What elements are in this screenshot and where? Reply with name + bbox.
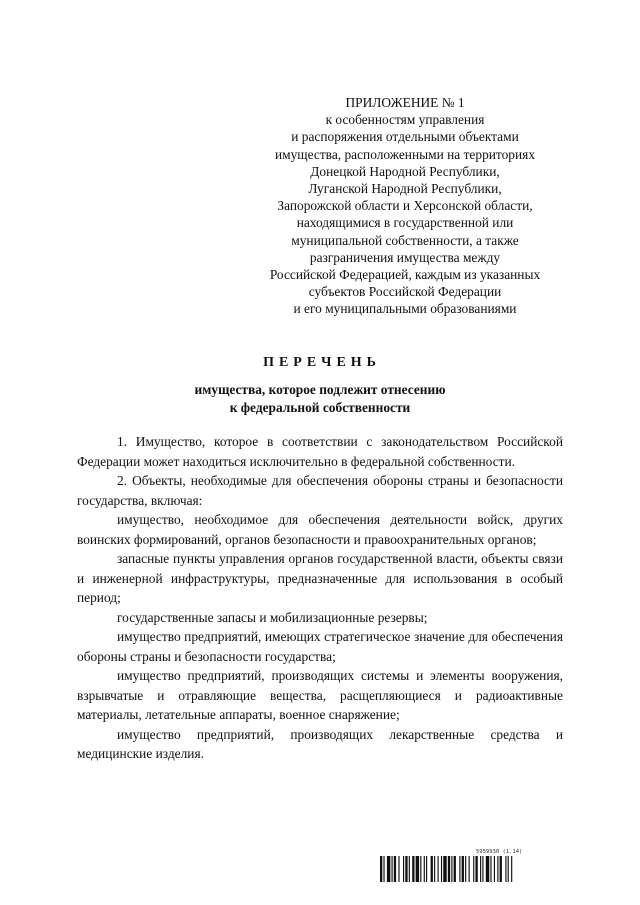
barcode-bar: [394, 856, 396, 882]
appendix-line: имущества, расположенными на территориях: [274, 146, 536, 162]
barcode-bar: [494, 856, 495, 882]
barcode-bar: [441, 856, 442, 882]
subtitle-line: имущества, которое подлежит отнесению: [194, 382, 446, 397]
barcode-bar: [454, 856, 456, 882]
barcode-bar: [482, 856, 483, 882]
barcode-bar: [434, 856, 435, 882]
barcode-bar: [387, 856, 390, 882]
barcode-bar: [486, 856, 489, 882]
appendix-line: к особенностям управления: [325, 112, 485, 128]
barcode-bar: [383, 856, 384, 882]
document-body: [77, 432, 563, 764]
paragraph: имущество предприятий, производящих лекарственные средства и медицинские изделия.: [77, 726, 563, 761]
barcode-label: 5959930 (1.14): [476, 849, 523, 855]
appendix-line: Луганской Народной Республики,: [308, 181, 502, 197]
barcode-bar: [420, 856, 421, 882]
barcode-bar: [438, 856, 439, 882]
barcode-bar: [500, 856, 502, 882]
barcode-block: [380, 848, 570, 882]
barcode-bar: [424, 856, 425, 882]
paragraph: государственные запасы и мобилизационные резервы;: [117, 609, 428, 625]
appendix-line: ПРИЛОЖЕНИЕ № 1: [345, 95, 465, 110]
barcode-bar: [403, 856, 404, 882]
paragraph: имущество предприятий, имеющих стратегическое значение для обеспечения обороны страны и безопасности государства;: [77, 629, 563, 664]
document-title: ПЕРЕЧЕНЬ: [263, 355, 381, 370]
barcode-bar: [398, 856, 399, 882]
barcode-bar: [426, 856, 427, 882]
barcode-bar: [409, 856, 410, 882]
barcode-bar: [497, 856, 498, 882]
barcode-bar: [511, 856, 512, 882]
barcode-bar: [465, 856, 466, 882]
subtitle-line: к федеральной собственности: [229, 400, 411, 415]
barcode-bar: [505, 856, 506, 882]
barcode-bar: [412, 856, 414, 882]
paragraph: 2. Объекты, необходимые для обеспечения обороны страны и безопасности государства, включая:: [77, 473, 563, 508]
appendix-header: [230, 94, 580, 318]
barcode-icon: [380, 856, 570, 882]
barcode-bar: [490, 856, 491, 882]
barcode-bar: [380, 856, 382, 882]
barcode-bar: [431, 856, 433, 882]
barcode-bar: [416, 856, 419, 882]
barcode-bar: [475, 856, 477, 882]
paragraph: имущество предприятий, производящих системы и элементы вооружения, взрывчатые и отравляющие вещества, расщепляющиеся и радиоактивные материалы, летательные аппараты, военное снаряжение;: [77, 668, 563, 722]
barcode-bar: [448, 856, 450, 882]
appendix-line: субъектов Российской Федерации: [308, 284, 502, 300]
barcode-bar: [462, 856, 464, 882]
barcode-bar: [443, 856, 446, 882]
paragraph: 1. Имущество, которое в соответствии с законодательством Российской Федерации может находиться исключительно в федеральной собственности.: [77, 434, 563, 469]
appendix-line: и распоряжения отдельными объектами: [291, 129, 519, 145]
paragraph: имущество, необходимое для обеспечения деятельности войск, других воинских формирований, органов безопасности и правоохранительных органов;: [77, 512, 563, 547]
appendix-line: находящимися в государственной или: [296, 215, 514, 231]
barcode-bar: [473, 856, 474, 882]
barcode-bar: [480, 856, 481, 882]
appendix-line: муниципальной собственности, а также: [291, 232, 519, 248]
barcode-bar: [459, 856, 460, 882]
barcode-bar: [405, 856, 407, 882]
appendix-line: разграничения имущества между: [309, 249, 501, 265]
appendix-line: и его муниципальными образованиями: [293, 301, 517, 317]
paragraph: запасные пункты управления органов государственной власти, объекты связи и инженерной инфраструктуры, предназначенные для использования в особый период;: [77, 551, 563, 605]
appendix-line: Запорожской области и Херсонской области,: [277, 198, 533, 214]
barcode-bar: [469, 856, 470, 882]
barcode-bar: [392, 856, 393, 882]
appendix-line: Российской Федерацией, каждым из указанных: [269, 267, 541, 283]
barcode-bar: [508, 856, 509, 882]
barcode-bar: [451, 856, 452, 882]
document-subtitle: [0, 381, 640, 417]
appendix-line: Донецкой Народной Республики,: [310, 163, 500, 179]
